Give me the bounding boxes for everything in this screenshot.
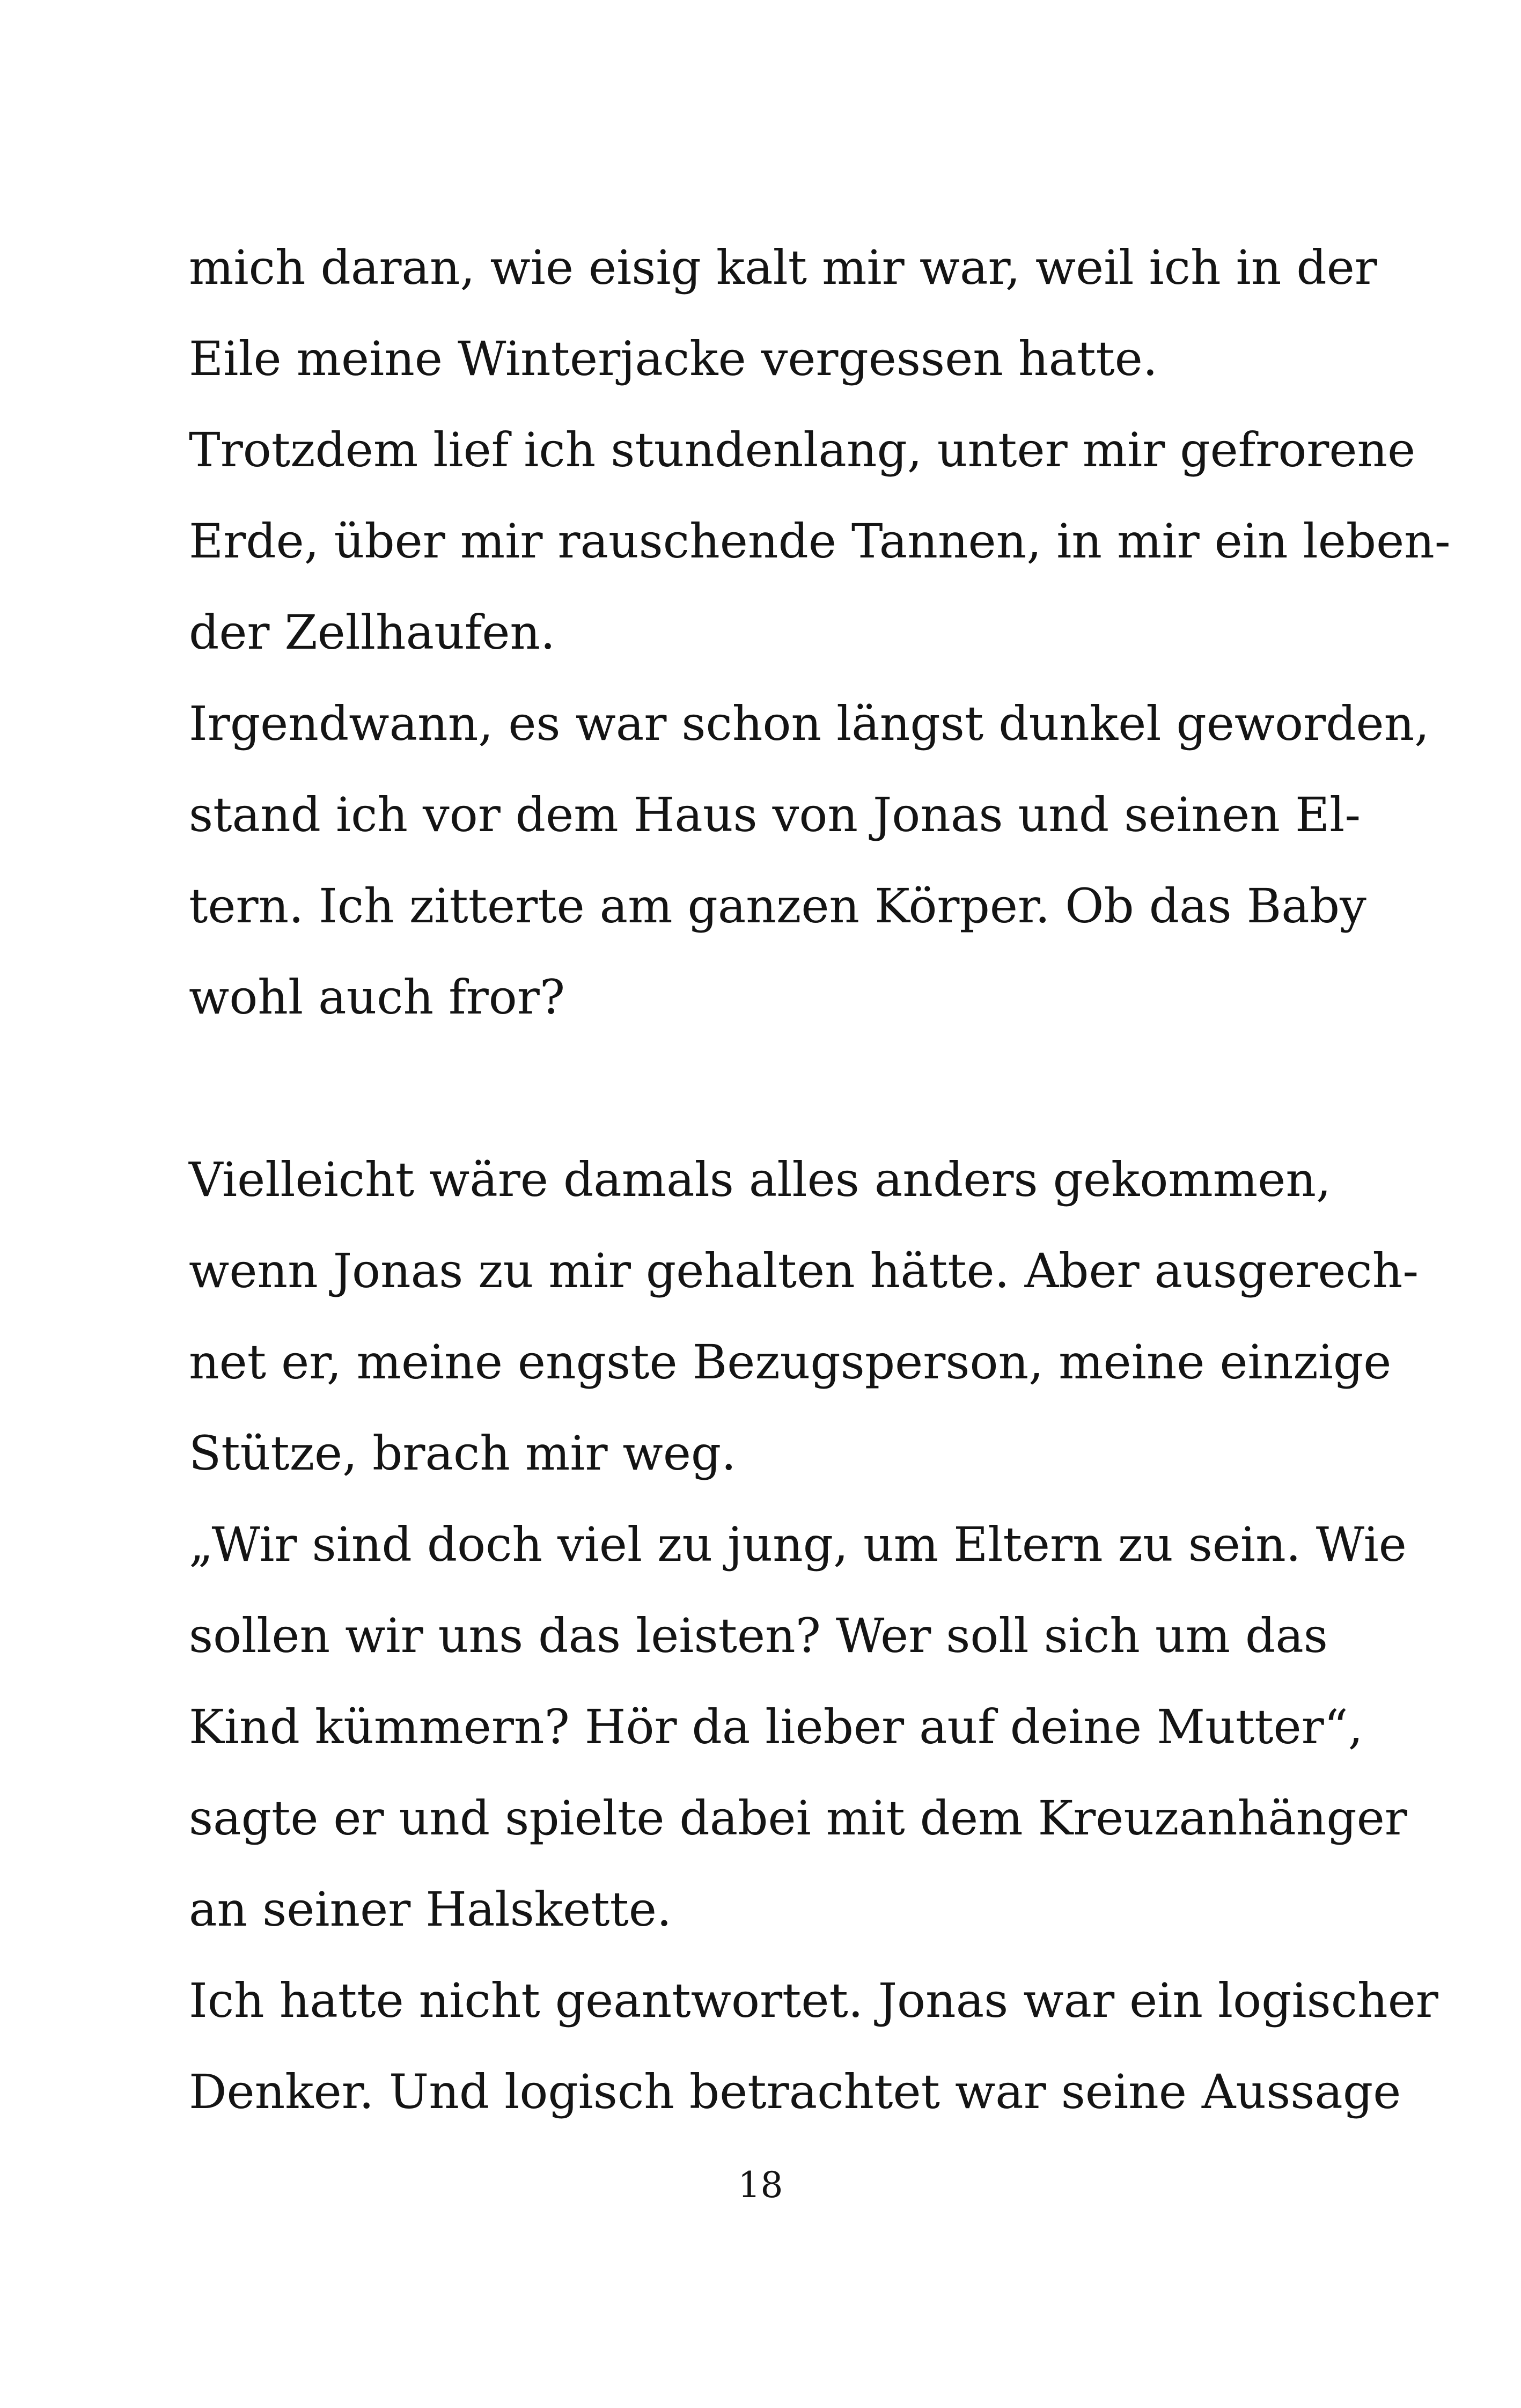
text-line: Stütze, brach mir weg. — [189, 1426, 737, 1481]
text-line: tern. Ich zitterte am ganzen Körper. Ob das Baby — [189, 878, 1366, 934]
text-line: wenn Jonas zu mir gehalten hätte. Aber ausgerech- — [189, 1243, 1419, 1298]
paragraph — [189, 405, 1451, 678]
text-line: Vielleicht wäre damals alles anders gekommen, — [189, 1152, 1331, 1207]
paragraph — [189, 1134, 1419, 1499]
text-line: der Zellhaufen. — [189, 605, 556, 660]
text-line: wohl auch fror? — [189, 970, 565, 1025]
text-line: sollen wir uns das leisten? Wer soll sich um das — [189, 1608, 1328, 1663]
section-break — [189, 1043, 1293, 1134]
body-text — [189, 222, 1451, 2138]
text-line: Trotzdem lief ich stundenlang, unter mir gefrorene — [189, 422, 1416, 478]
paragraph — [189, 678, 1430, 1043]
text-line: Ich hatte nicht geantwortet. Jonas war ein logischer — [189, 1973, 1438, 2028]
text-line: Eile meine Winterjacke vergessen hatte. — [189, 331, 1158, 386]
text-line: stand ich vor dem Haus von Jonas und seinen El- — [189, 787, 1361, 842]
page-number: 18 — [738, 2164, 783, 2206]
text-line: Kind kümmern? Hör da lieber auf deine Mutter“, — [189, 1699, 1363, 1754]
paragraph — [189, 1499, 1407, 1955]
text-line: Denker. Und logisch betrachtet war seine Aussage — [189, 2064, 1401, 2119]
text-line: „Wir sind doch viel zu jung, um Eltern zu sein. Wie — [189, 1517, 1407, 1572]
paragraph — [189, 222, 1377, 405]
text-line: net er, meine engste Bezugsperson, meine einzige — [189, 1334, 1392, 1390]
text-line: Erde, über mir rauschende Tannen, in mir ein leben- — [189, 513, 1451, 569]
text-line: Irgendwann, es war schon längst dunkel geworden, — [189, 696, 1430, 751]
paragraph — [189, 1955, 1438, 2138]
text-line: sagte er und spielte dabei mit dem Kreuzanhänger — [189, 1790, 1407, 1846]
text-line: mich daran, wie eisig kalt mir war, weil ich in der — [189, 240, 1377, 295]
text-line: an seiner Halskette. — [189, 1882, 672, 1937]
